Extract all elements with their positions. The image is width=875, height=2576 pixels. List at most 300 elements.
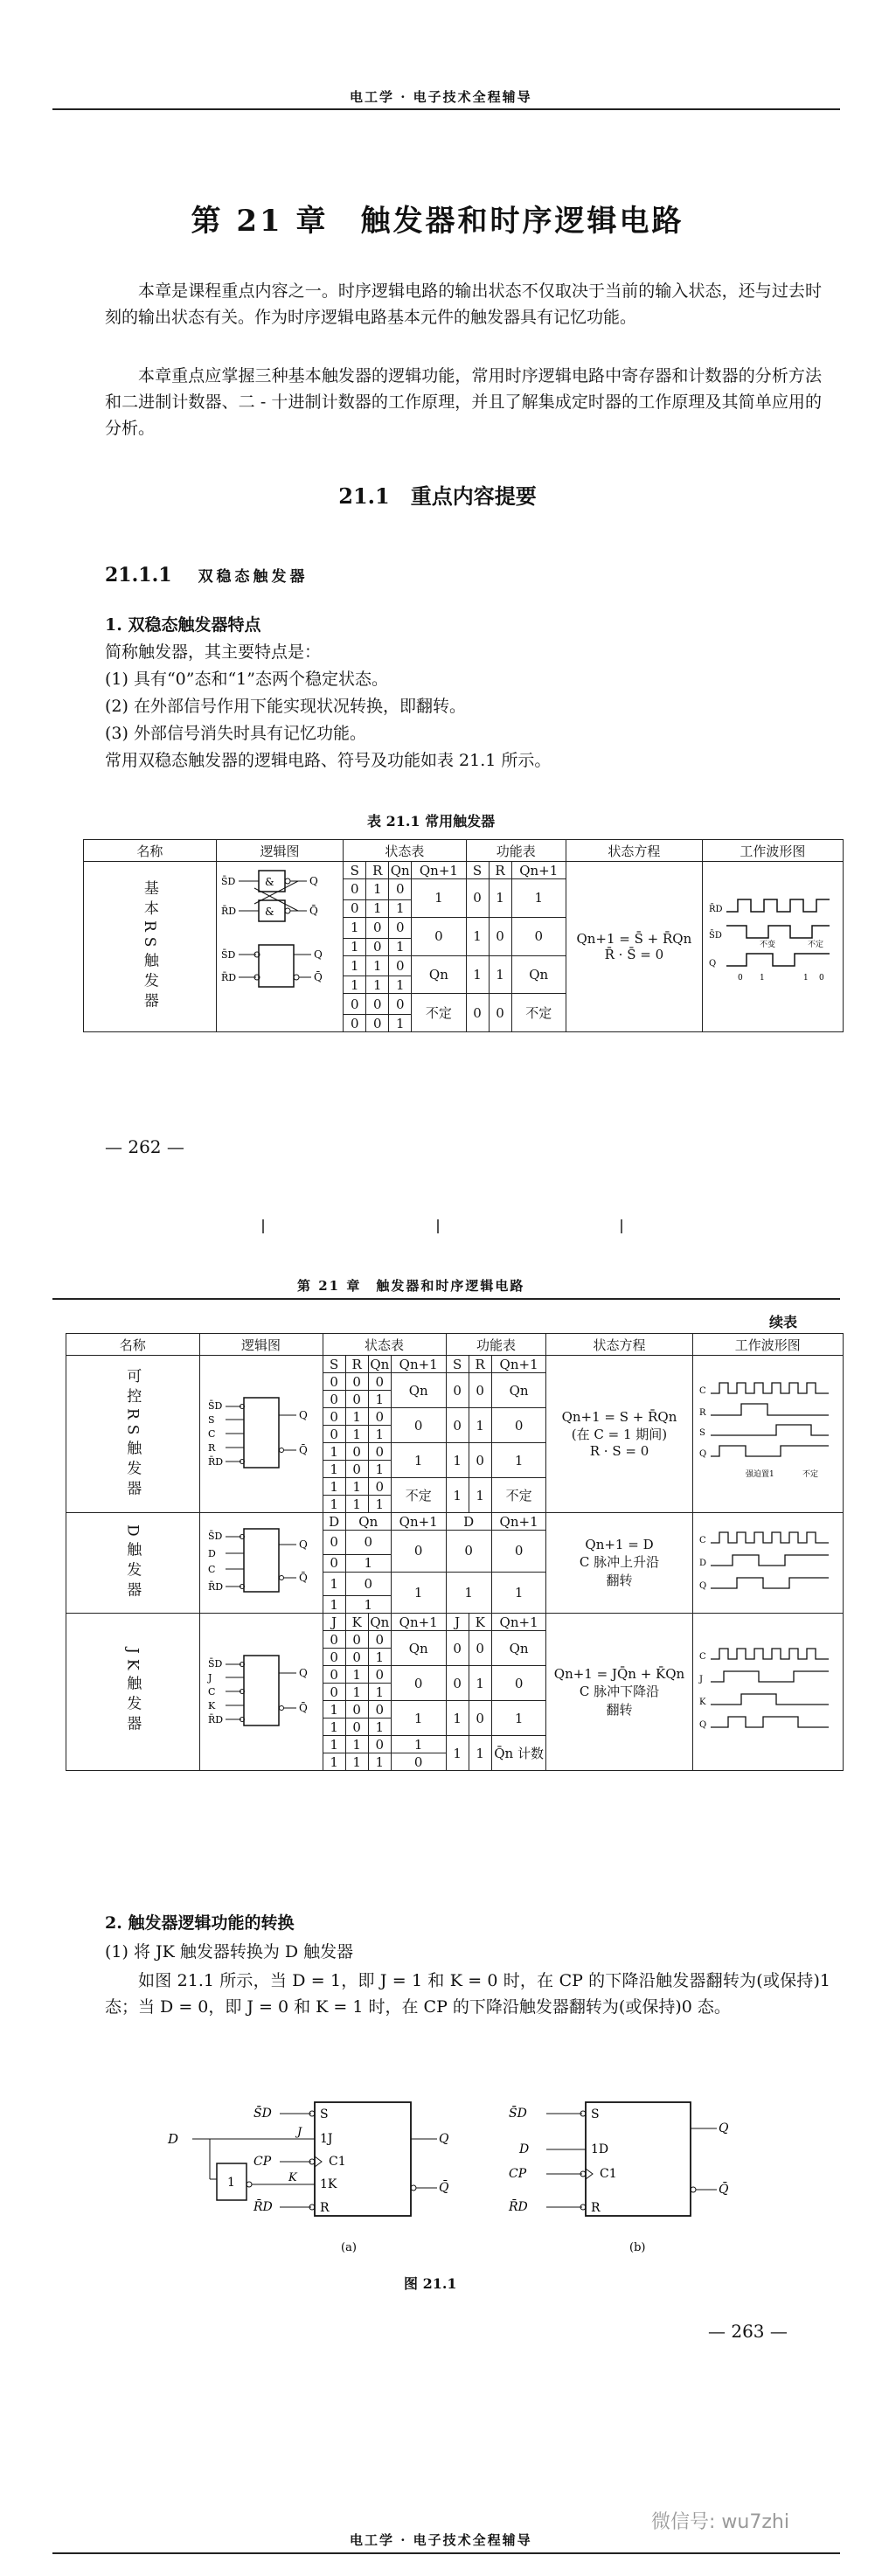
fig-label: CP: [253, 2155, 272, 2169]
cell: 1: [366, 879, 389, 900]
fig-label: Q: [439, 2132, 449, 2146]
pin-label: C1: [600, 2167, 617, 2181]
th-qn: Qn: [345, 1513, 391, 1531]
cell: 0: [489, 994, 511, 1032]
cell: 0: [466, 994, 489, 1032]
cell: 1: [323, 1572, 345, 1596]
col-logic: 逻辑图: [199, 1334, 323, 1356]
pin-label: R: [591, 2201, 601, 2215]
item1-line: (1) 具有“0”态和“1”态两个稳定状态。: [105, 670, 388, 689]
cell: 0: [323, 1408, 345, 1426]
wave-note: 0: [737, 974, 743, 982]
cell: 1: [323, 1736, 345, 1753]
cell: 1: [368, 1496, 391, 1513]
cell: 0: [345, 1631, 368, 1649]
th-k: K: [469, 1614, 491, 1631]
sd-label: S̄D: [207, 1531, 222, 1542]
subsection-number: 21.1.1: [105, 564, 172, 587]
jk-waveform: [692, 1614, 843, 1771]
rd-label: R̄D: [221, 906, 237, 917]
fig-label: S̄D: [253, 2107, 272, 2121]
s-label: S: [207, 1413, 215, 1426]
chapter-title: 第 21 章 触发器和时序逻辑电路: [191, 204, 684, 239]
cell: 0: [391, 1408, 446, 1443]
th-qn1: Qn+1: [391, 1614, 446, 1631]
wave-label: C: [699, 1651, 706, 1662]
d-equation: Qn+1 = D: [585, 1537, 654, 1552]
cell: 0: [323, 1666, 345, 1684]
wave-label: Q: [708, 959, 717, 969]
cell: Qn: [391, 1373, 446, 1408]
scan-artifact: [437, 1219, 439, 1233]
d-label: D: [207, 1548, 216, 1559]
cell: 0: [345, 1461, 368, 1478]
cell: 0: [491, 1666, 546, 1701]
fig-label: D: [168, 2131, 179, 2147]
item2-paragraph: 如图 21.1 所示，当 D = 1，即 J = 1 和 K = 0 时，在 CP 的下降沿触发器翻转为(或保持)1 态；当 D = 0，即 J = 0 和 K = 1 时，在 CP 的下降沿触发器翻转为(或保持)0 态。: [105, 1971, 830, 2017]
wave-note: 不定: [802, 1469, 819, 1479]
header-rule: [52, 108, 840, 110]
th-qn1: Qn+1: [491, 1614, 546, 1631]
d-note: C 脉冲上升沿: [579, 1554, 660, 1570]
wave-label: Q: [699, 1448, 707, 1459]
intro-paragraph-1: 本章是课程重点内容之一。时序逻辑电路的输出状态不仅取决于当前的输入状态，还与过去时刻的输出状态有关。作为时序逻辑电路基本元件的触发器具有记忆功能。: [105, 281, 822, 327]
subsection-name: 双稳态触发器: [198, 568, 309, 586]
q-label: Q: [298, 1538, 308, 1551]
cell: 1: [391, 1443, 446, 1478]
jk-logic-svg: [205, 1625, 318, 1756]
section-title: 21.1 重点内容提要: [338, 483, 537, 509]
scan-artifact: [262, 1219, 264, 1233]
cell: Qn: [391, 1631, 446, 1666]
col-name: 名称: [66, 1334, 200, 1356]
rs-equation: Qn+1 = S̄ + R̄Qn: [576, 931, 692, 947]
sd-label: S̄D: [221, 949, 236, 961]
fig-label: CP: [509, 2167, 527, 2181]
q-label: Q: [298, 1408, 308, 1421]
cell: 1: [469, 1666, 491, 1701]
cell: 1: [368, 1649, 391, 1666]
jk-wave-svg: [698, 1638, 837, 1743]
cell: 1: [344, 976, 366, 994]
page-header: 电工学 · 电子技术全程辅导: [350, 89, 532, 105]
cell: 1: [491, 1572, 546, 1614]
th-d: D: [446, 1513, 491, 1531]
cell: 0: [345, 1531, 391, 1555]
th-qn: Qn: [368, 1356, 391, 1373]
scan-artifact: [621, 1219, 622, 1233]
pin-label: 1J: [320, 2132, 333, 2146]
col-wave: 工作波形图: [692, 1334, 843, 1356]
crs-logic-diagram: [199, 1356, 323, 1513]
cell: 0: [389, 955, 412, 976]
sd-label: S̄D: [207, 1399, 222, 1412]
cell: 0: [446, 1531, 491, 1573]
rd-label: R̄D: [207, 1713, 223, 1725]
wave-note: 1: [759, 974, 765, 982]
wave-label: S: [699, 1427, 706, 1438]
fig-label: S̄D: [509, 2107, 527, 2121]
cell: 1: [345, 1426, 368, 1443]
cell: 0: [345, 1572, 391, 1596]
cell: 0: [391, 1753, 446, 1771]
cell: 1: [366, 899, 389, 917]
cell: 1: [368, 1461, 391, 1478]
cell: 1: [345, 1408, 368, 1426]
cell: 0: [345, 1373, 368, 1391]
cell: 1: [323, 1596, 345, 1614]
wave-label: R: [699, 1407, 706, 1418]
col-state: 状态表: [344, 840, 466, 862]
jk-name: JK触发器: [66, 1614, 200, 1771]
crs-name: 可控RS触发器: [66, 1356, 200, 1513]
crs-constraint: R · S = 0: [589, 1443, 649, 1459]
cell: 1: [389, 899, 412, 917]
th-qn1: Qn+1: [491, 1356, 546, 1373]
footer-rule: [52, 2552, 840, 2554]
wave-label: R̄D: [708, 905, 723, 914]
cell: Qn: [491, 1631, 546, 1666]
cell: 1: [466, 955, 489, 994]
rs-waveform: [702, 862, 843, 1032]
fig-label: R̄D: [253, 2200, 273, 2214]
th-d: D: [323, 1513, 345, 1531]
cell: 0: [323, 1426, 345, 1443]
cell: 1: [491, 1701, 546, 1736]
wave-note: 1: [802, 974, 809, 982]
wave-label: Q: [699, 1719, 707, 1730]
rd-label: R̄D: [207, 1455, 223, 1468]
cell: 0: [466, 879, 489, 918]
wave-note: 不变: [759, 941, 775, 949]
th-k: K: [345, 1614, 368, 1631]
cell: 1: [389, 976, 412, 994]
c-label: C: [207, 1564, 215, 1575]
col-name: 名称: [84, 840, 217, 862]
pin-label: 1D: [591, 2142, 609, 2156]
cell: 0: [469, 1701, 491, 1736]
q-label: Q: [309, 875, 318, 887]
cell: 0: [368, 1701, 391, 1718]
cell: 0: [366, 994, 389, 1015]
col-wave: 工作波形图: [702, 840, 843, 862]
cell: 1: [323, 1753, 345, 1771]
rs-logic-diagram: [216, 862, 344, 1032]
page-262: [0, 0, 875, 1272]
pin-label: S: [591, 2107, 600, 2121]
cell: 1: [345, 1496, 368, 1513]
flipflop-table: [83, 839, 844, 1032]
cell: Qn: [491, 1373, 546, 1408]
crs-waveform: [692, 1356, 843, 1513]
cell: 1: [391, 1701, 446, 1736]
cell: 0: [446, 1408, 469, 1443]
q-label: Q: [298, 1666, 308, 1679]
pin-label: S: [320, 2107, 329, 2121]
th-qn1: Qn+1: [391, 1356, 446, 1373]
cell: 1: [391, 1572, 446, 1614]
cell: 1: [368, 1718, 391, 1736]
cell: 1: [469, 1408, 491, 1443]
qbar-label: Q̄: [309, 905, 318, 917]
cell: 1: [366, 976, 389, 994]
cell: 1: [469, 1736, 491, 1771]
cell: 0: [391, 1666, 446, 1701]
cell: 1: [491, 1443, 546, 1478]
subsection-title: [105, 564, 309, 587]
qbar-label: Q̄: [314, 971, 323, 983]
figure-21-1-b: [507, 2085, 734, 2260]
cell: 1: [345, 1554, 391, 1572]
cell: 0: [368, 1478, 391, 1496]
cell: 0: [323, 1631, 345, 1649]
table-caption: 表 21.1 常用触发器: [367, 813, 496, 830]
cell: 0: [366, 917, 389, 938]
cell: 1: [345, 1596, 391, 1614]
flipflop-table-continued: [66, 1333, 844, 1771]
cell: 0: [491, 1408, 546, 1443]
cell: 0: [469, 1373, 491, 1408]
cell: 0: [345, 1443, 368, 1461]
fig-label: K: [288, 2171, 297, 2184]
cell: 0: [489, 917, 511, 955]
inverter-label: 1: [227, 2176, 235, 2190]
cell: Qn: [511, 955, 566, 994]
cell: 1: [366, 955, 389, 976]
cell: 1: [511, 879, 566, 918]
th-j: J: [323, 1614, 345, 1631]
th-s: S: [344, 862, 366, 879]
cell: 0: [345, 1718, 368, 1736]
th-s: S: [446, 1356, 469, 1373]
crs-equation: Qn+1 = S + R̄Qn: [561, 1409, 677, 1425]
cell: 1: [345, 1684, 368, 1701]
rd-label: R̄D: [221, 972, 237, 983]
wave-note: 强迫置1: [746, 1469, 775, 1479]
d-logic-svg: [205, 1513, 318, 1609]
qbar-label: Q̄: [298, 1701, 308, 1714]
col-equation: 状态方程: [566, 840, 702, 862]
figure-a-caption: (a): [341, 2241, 357, 2254]
cell: 1: [446, 1736, 469, 1771]
cell: 0: [366, 1015, 389, 1032]
cell: 0: [345, 1391, 368, 1408]
header-rule: [52, 1298, 840, 1300]
page-footer: 电工学 · 电子技术全程辅导: [350, 2532, 532, 2548]
th-qn1: Qn+1: [412, 862, 466, 879]
cell: 0: [446, 1631, 469, 1666]
item2-title: 2. 触发器逻辑功能的转换: [105, 1913, 295, 1933]
page-number: — 263 —: [708, 2321, 788, 2342]
and-gate-label: &: [265, 906, 274, 918]
pin-label: C1: [329, 2155, 346, 2169]
wave-label: C: [699, 1536, 706, 1545]
cell: 0: [491, 1531, 546, 1573]
k-label: K: [207, 1699, 215, 1712]
col-func: 功能表: [466, 840, 566, 862]
wave-note: 不定: [807, 941, 823, 949]
cell: 1: [344, 917, 366, 938]
th-s: S: [466, 862, 489, 879]
qbar-label: Q̄: [298, 1443, 308, 1456]
figure-21-1-a: [166, 2085, 463, 2260]
cell: 0: [323, 1373, 345, 1391]
r-label: R: [207, 1441, 215, 1454]
th-qn1: Qn+1: [391, 1513, 446, 1531]
cell: 0: [345, 1701, 368, 1718]
cell: 1: [489, 879, 511, 918]
cell: 0: [368, 1443, 391, 1461]
fig-label: R̄D: [509, 2200, 528, 2214]
cell: 1: [344, 938, 366, 955]
page-number: — 262 —: [105, 1136, 184, 1157]
figure-caption: 图 21.1: [404, 2275, 457, 2292]
cell: 0: [368, 1666, 391, 1684]
cell: 1: [345, 1753, 368, 1771]
th-qn: Qn: [389, 862, 412, 879]
crs-wave-svg: [698, 1367, 837, 1498]
cell: 不定: [391, 1478, 446, 1513]
cell: Qn: [412, 955, 466, 994]
col-logic: 逻辑图: [216, 840, 344, 862]
th-s: S: [323, 1356, 345, 1373]
cell: 不定: [491, 1478, 546, 1513]
cell: 1: [446, 1572, 491, 1614]
cell: 0: [389, 994, 412, 1015]
cell: 1: [389, 1015, 412, 1032]
cell: 1: [323, 1496, 345, 1513]
fig-label: J: [297, 2126, 302, 2139]
crs-equation-cell: [546, 1356, 692, 1513]
rs-logic-svg: [219, 862, 340, 1028]
wave-label: S̄D: [708, 931, 722, 941]
item1-title: 1. 双稳态触发器特点: [105, 615, 261, 635]
d-logic-diagram: [199, 1513, 323, 1614]
cell: 0: [446, 1373, 469, 1408]
cell: 0: [469, 1443, 491, 1478]
item1-line: 简称触发器，其主要特点是：: [105, 642, 322, 662]
th-qn1: Qn+1: [491, 1513, 546, 1531]
cell: 0: [446, 1666, 469, 1701]
cell: 0: [368, 1631, 391, 1649]
cell: 0: [469, 1631, 491, 1666]
wave-label: K: [699, 1697, 706, 1707]
watermark: 微信号: wu7zhi: [651, 2511, 789, 2533]
cell: 0: [323, 1649, 345, 1666]
rs-wave-svg: [707, 892, 838, 997]
fig-label: Q̄: [439, 2181, 449, 2195]
d-equation-cell: [546, 1513, 692, 1614]
cell: 1: [469, 1478, 491, 1513]
intro-paragraph-2: 本章重点应掌握三种基本触发器的逻辑功能，常用时序逻辑电路中寄存器和计数器的分析方法和二进制计数器、二 - 十进制计数器的工作原理，并且了解集成定时器的工作原理及其简单应用的分析。: [105, 366, 822, 438]
item1-line: 常用双稳态触发器的逻辑电路、符号及功能如表 21.1 所示。: [105, 751, 552, 770]
cell: 1: [446, 1701, 469, 1736]
cell: 0: [412, 917, 466, 955]
cell: 0: [368, 1736, 391, 1753]
cell: 1: [489, 955, 511, 994]
crs-logic-svg: [205, 1367, 318, 1498]
figure-b-caption: (b): [629, 2241, 646, 2254]
q-label: Q: [314, 948, 323, 961]
cell: 1: [391, 1736, 446, 1753]
page-263: [0, 1272, 875, 2576]
jk-logic-diagram: [199, 1614, 323, 1771]
cell: 1: [446, 1443, 469, 1478]
col-state: 状态表: [323, 1334, 446, 1356]
cell: 1: [389, 938, 412, 955]
cell: 0: [344, 1015, 366, 1032]
th-r: R: [366, 862, 389, 879]
jk-note: C 脉冲下降沿: [579, 1683, 660, 1699]
cell: 1: [368, 1684, 391, 1701]
col-func: 功能表: [446, 1334, 546, 1356]
cell: 1: [345, 1666, 368, 1684]
page-header: 第 21 章 触发器和时序逻辑电路: [297, 1278, 525, 1294]
cell: 0: [344, 879, 366, 900]
cell: 0: [323, 1684, 345, 1701]
cell: 1: [368, 1753, 391, 1771]
pin-label: 1K: [320, 2177, 337, 2191]
cell: 1: [466, 917, 489, 955]
d-note: 翻转: [606, 1573, 633, 1588]
rs-equation-cell: [566, 862, 702, 1032]
cell: 0: [344, 994, 366, 1015]
cell: 0: [323, 1554, 345, 1572]
jk-equation: Qn+1 = JQ̄n + K̄Qn: [553, 1665, 685, 1682]
cell: 1: [412, 879, 466, 918]
c-label: C: [207, 1685, 215, 1698]
rs-constraint: R̄ · S̄ = 0: [604, 947, 664, 962]
col-equation: 状态方程: [546, 1334, 692, 1356]
c-label: C: [207, 1427, 215, 1440]
and-gate-label: &: [265, 876, 274, 888]
cell: 1: [323, 1443, 345, 1461]
cell: 0: [368, 1408, 391, 1426]
cell: 1: [323, 1701, 345, 1718]
cell: 1: [323, 1718, 345, 1736]
d-name: D触发器: [66, 1513, 200, 1614]
cell: 1: [323, 1478, 345, 1496]
wave-label: C: [699, 1385, 706, 1396]
cell: 1: [368, 1426, 391, 1443]
th-r: R: [345, 1356, 368, 1373]
cell: 0: [389, 917, 412, 938]
qbar-label: Q̄: [298, 1572, 308, 1584]
wave-label: D: [699, 1559, 707, 1568]
cell: 1: [368, 1391, 391, 1408]
cell: 0: [391, 1531, 446, 1573]
item1-line: (2) 在外部信号作用下能实现状况转换，即翻转。: [105, 697, 466, 716]
item1-line: (3) 外部信号消失时具有记忆功能。: [105, 724, 366, 743]
jk-equation-cell: [546, 1614, 692, 1771]
cell: Q̄n 计数: [491, 1736, 546, 1771]
cell: 1: [345, 1478, 368, 1496]
fig-label: D: [519, 2142, 530, 2156]
cell: 0: [511, 917, 566, 955]
th-qn1: Qn+1: [511, 862, 566, 879]
rs-name: 基本RS触发器: [84, 862, 217, 1032]
continued-label: 续表: [769, 1314, 798, 1330]
cell: 1: [323, 1461, 345, 1478]
cell: 0: [389, 879, 412, 900]
cell: 0: [344, 899, 366, 917]
fig-label: Q: [719, 2121, 729, 2135]
cell: 不定: [412, 994, 466, 1032]
th-r: R: [469, 1356, 491, 1373]
crs-eq-note: (在 C = 1 期间): [571, 1427, 668, 1442]
wave-label: J: [699, 1674, 704, 1684]
cell: 1: [345, 1736, 368, 1753]
